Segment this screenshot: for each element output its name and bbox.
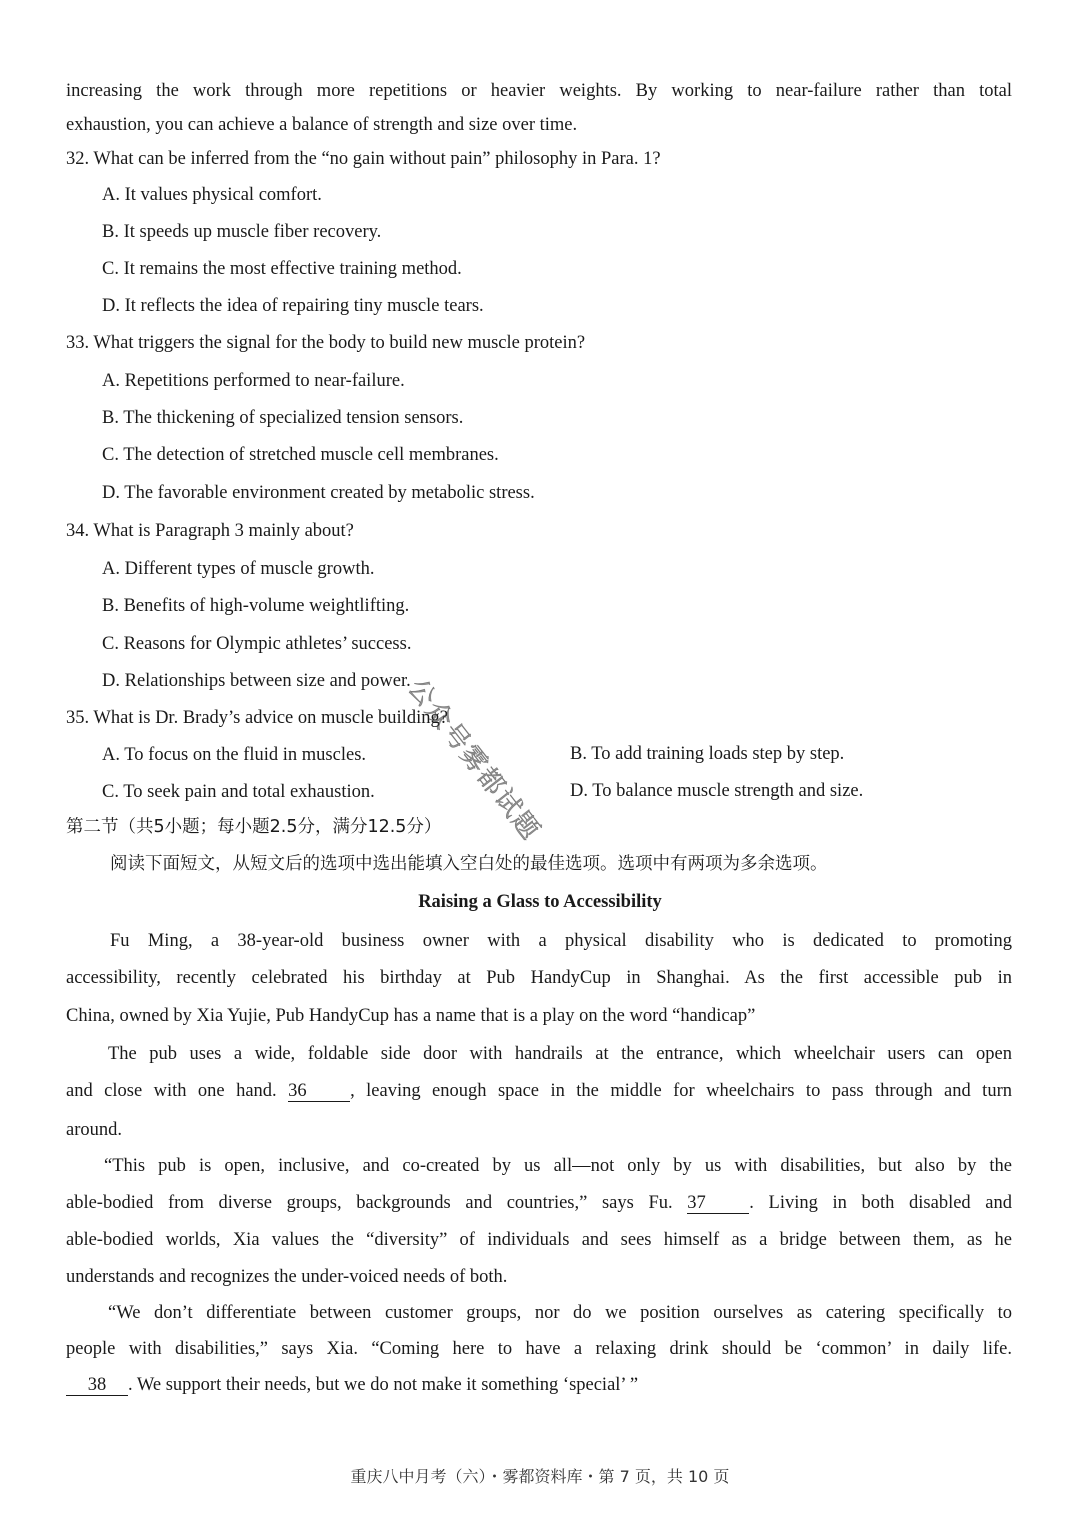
passage-line: “We don’t differentiate between customer groups, nor do we position ourselves as catering specifically to — [108, 1303, 1012, 1323]
passage-line: “This pub is open, inclusive, and co-created by us all—not only by us with disabilities, but also by the — [104, 1156, 1012, 1176]
option-34b: B. Benefits of high-volume weightlifting. — [102, 596, 410, 616]
passage-text: . We support their needs, but we do not make it something ‘special’ ” — [128, 1375, 639, 1395]
question-33: 33. What triggers the signal for the body to build new muscle protein? — [66, 333, 586, 353]
passage-title: Raising a Glass to Accessibility — [418, 892, 662, 912]
passage-line: understands and recognizes the under-voiced needs of both. — [66, 1267, 508, 1287]
passage-line: exhaustion, you can achieve a balance of strength and size over time. — [66, 115, 578, 135]
passage-line: around. — [66, 1120, 122, 1140]
option-33d: D. The favorable environment created by metabolic stress. — [102, 483, 535, 503]
option-32c: C. It remains the most effective training method. — [102, 259, 462, 279]
watermark: 公众号雾都试题 — [401, 673, 546, 847]
passage-line: The pub uses a wide, foldable side door with handrails at the entrance, which wheelchair users can open — [108, 1044, 1012, 1064]
question-32: 32. What can be inferred from the “no gain without pain” philosophy in Para. 1? — [66, 149, 661, 169]
option-35a: A. To focus on the fluid in muscles. — [102, 745, 367, 765]
option-35b: B. To add training loads step by step. — [570, 744, 845, 764]
passage-line: accessibility, recently celebrated his birthday at Pub HandyCup in Shanghai. As the first accessible pub in — [66, 968, 1012, 988]
section-heading: 第二节（共5小题；每小题2.5分，满分12.5分） — [66, 817, 442, 837]
passage-line: able-bodied worlds, Xia values the “diversity” of individuals and sees himself as a bridge between them, as he — [66, 1230, 1012, 1250]
option-32a: A. It values physical comfort. — [102, 185, 322, 205]
passage-line — [66, 1376, 638, 1396]
passage-line — [66, 1082, 1012, 1102]
option-34c: C. Reasons for Olympic athletes’ success. — [102, 634, 412, 654]
option-35c: C. To seek pain and total exhaustion. — [102, 782, 375, 802]
passage-line: increasing the work through more repetitions or heavier weights. By working to near-failure rather than total — [66, 81, 1012, 101]
question-35: 35. What is Dr. Brady’s advice on muscle building? — [66, 708, 448, 728]
blank-38: 38 — [66, 1376, 128, 1396]
passage-text: and close with one hand. — [66, 1081, 277, 1101]
passage-text: , leaving enough space in the middle for wheelchairs to pass through and turn — [350, 1081, 1012, 1101]
passage-line — [66, 1194, 1012, 1214]
option-32b: B. It speeds up muscle fiber recovery. — [102, 222, 382, 242]
passage-line: people with disabilities,” says Xia. “Coming here to have a relaxing drink should be ‘common’ in daily life. — [66, 1339, 1012, 1359]
passage-text: . Living in both disabled and — [749, 1193, 1013, 1213]
blank-36: 36 — [288, 1082, 350, 1102]
option-34a: A. Different types of muscle growth. — [102, 559, 375, 579]
option-33a: A. Repetitions performed to near-failure. — [102, 371, 405, 391]
page-footer: 重庆八中月考（六）・雾都资料库・第 7 页，共 10 页 — [350, 1467, 730, 1486]
blank-37: 37 — [687, 1194, 749, 1214]
section-instructions: 阅读下面短文，从短文后的选项中选出能填入空白处的最佳选项。选项中有两项为多余选项。 — [110, 854, 828, 874]
option-32d: D. It reflects the idea of repairing tiny muscle tears. — [102, 296, 484, 316]
option-33b: B. The thickening of specialized tension sensors. — [102, 408, 464, 428]
passage-line: Fu Ming, a 38-year-old business owner with a physical disability who is dedicated to promoting — [110, 931, 1012, 951]
passage-text: able-bodied from diverse groups, backgrounds and countries,” says Fu. — [66, 1193, 673, 1213]
question-34: 34. What is Paragraph 3 mainly about? — [66, 521, 354, 541]
option-33c: C. The detection of stretched muscle cell membranes. — [102, 445, 499, 465]
option-34d: D. Relationships between size and power. — [102, 671, 411, 691]
option-35d: D. To balance muscle strength and size. — [570, 781, 864, 801]
passage-line: China, owned by Xia Yujie, Pub HandyCup has a name that is a play on the word “handicap” — [66, 1006, 756, 1026]
